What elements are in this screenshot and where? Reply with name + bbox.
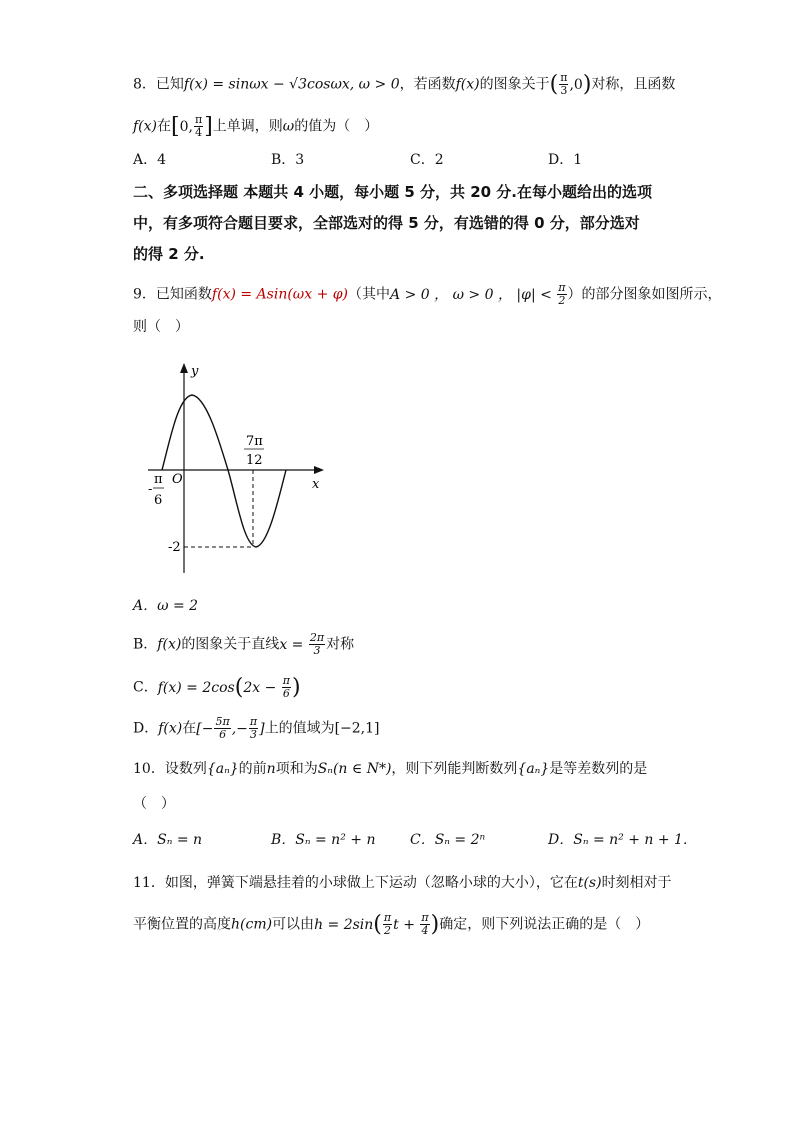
q9-option-d-range: [−2,1] [334,720,380,737]
q10-an-2: {aₙ} [517,761,550,777]
q8-stem-a: 8．已知 [133,76,184,93]
q9-option-c-eq: f(x) = 2cos(2x − $\frac{\pi}{6}$ ) [157,674,301,700]
x-axis-arrow [314,466,324,474]
q10-n: n [266,761,276,777]
q9-stem-a: 9．已知函数 [133,286,212,303]
q11-h: h(cm) [231,916,273,933]
q8-stem-line1 [133,72,675,97]
q11-line1-b: 时刻相对于 [601,875,672,891]
q9-option-b-text: 的图象关于直线 [181,636,280,653]
sine-curve [162,395,286,547]
q9-option-b-fx: f(x) [157,636,182,653]
section2-line2: 中，有多项符合题目要求，全部选对的得 5 分，有选错的得 0 分，部分选对 [133,214,640,232]
origin-label: O [172,472,183,487]
q8-stem-d: 对称，且函数 [591,76,676,93]
q9-cond: A > 0 ， ω > 0 ， |φ| < $\frac{\pi}{2}$ [390,281,566,307]
q10-option-c[interactable]: C．Sₙ = 2ⁿ [410,832,486,848]
q9-option-d[interactable] [133,716,380,741]
q8-formula: f(x) = sinωx − √3cosωx, ω > 0 [183,76,400,93]
q10-stem-b: 的前 [238,761,267,777]
x-axis-label: x [312,477,320,492]
q9-option-c[interactable] [133,675,301,700]
q8-fx-2: f(x) [133,118,158,135]
q8-option-b[interactable]: B．3 [271,152,305,168]
q10-an: {aₙ} [206,761,239,777]
q8-stem2-d: 的值为（ ） [294,118,379,135]
q10-stem-line2: （ ） [133,796,175,812]
q8-fx: f(x) [455,76,480,93]
q11-line1-a: 11．如图，弹簧下端悬挂着的小球做上下运动（忽略小球的大小），它在 [133,875,578,891]
q9-option-b-label: B． [133,636,158,653]
q9-option-b[interactable] [133,632,354,657]
q11-t: t(s) [577,875,602,891]
q9-stem-c: ）的部分图象如图所示， [567,286,722,303]
q9-option-b-eq: x = $\frac{2\pi}{3}$ [279,631,325,657]
q8-stem2-c: 上单调，则 [212,118,283,135]
q9-option-d-text2: 上的值域为 [264,720,335,737]
q11-line2-c: 确定，则下列说法正确的是（ ） [439,916,650,933]
q9-option-a[interactable] [133,596,198,616]
q8-interval: [0, $\frac{\pi}{4}$ ] [171,113,213,139]
q11-stem-line2 [133,912,649,937]
q11-line2-b: 可以由 [272,916,315,933]
q11-line2-a: 平衡位置的高度 [133,916,231,933]
section2-line1: 二、多项选择题 本题共 4 小题，每小题 5 分，共 20 分.在每小题给出的选项 [133,183,653,201]
q8-omega: ω [282,118,295,135]
q8-stem-line2 [133,114,378,139]
q9-option-b-end: 对称 [326,636,355,653]
q9-graph [140,355,340,580]
q9-option-d-fx: f(x) [158,720,183,737]
q10-stem-e: 是等差数列的是 [549,761,648,777]
y-axis-arrow [180,363,188,373]
y-min-label: -2 [168,540,181,555]
q8-stem2-b: 在 [157,118,172,135]
q10-option-a[interactable]: A．Sₙ = n [133,832,203,848]
q9-option-a-text: A．ω = 2 [133,598,199,614]
q8-stem-b: ，若函数 [399,76,456,93]
x-left-num: π [154,472,163,487]
q10-stem-d: ，则下列能判断数列 [391,761,518,777]
q10-stem-c: 项和为 [275,761,318,777]
y-axis-label: y [191,364,199,379]
x-left-sign: - [148,482,153,497]
q8-option-a[interactable]: A．4 [133,152,167,168]
q8-option-c[interactable]: C．2 [410,152,444,168]
q8-option-d[interactable]: D．1 [548,152,583,168]
q9-stem-line1 [133,282,722,307]
q11-formula: h = 2sin( $\frac{\pi}{2}$ t + $\frac{\pi}{4}$ ) [314,911,440,937]
q8-point: ( $\frac{\pi}{3}$ ,0) [549,71,592,97]
section2-line3: 的得 2 分. [133,245,205,263]
q10-stem-line1 [133,759,647,779]
x-left-den: 6 [154,493,163,508]
x-right-den: 12 [246,453,263,468]
q11-stem-line1 [133,873,672,893]
q8-stem-c: 的图象关于 [479,76,550,93]
q9-option-d-text: 在 [182,720,197,737]
q10-sn: Sₙ(n ∈ N*) [317,761,392,777]
q9-option-d-label: D． [133,720,159,737]
q10-option-d[interactable]: D．Sₙ = n² + n + 1． [548,832,697,848]
q9-stem-b: （其中 [348,286,391,303]
q10-stem-a: 10．设数列 [133,761,207,777]
q9-option-d-interval: [− $\frac{5\pi}{6}$ ,− $\frac{\pi}{3}$ ] [196,715,265,741]
q10-option-b[interactable]: B．Sₙ = n² + n [271,832,376,848]
q9-option-c-label: C． [133,679,158,696]
q9-formula: f(x) = Asin(ωx + φ) [211,286,349,303]
x-right-num: 7π [246,434,263,449]
q9-stem-line2: 则（ ） [133,319,189,335]
